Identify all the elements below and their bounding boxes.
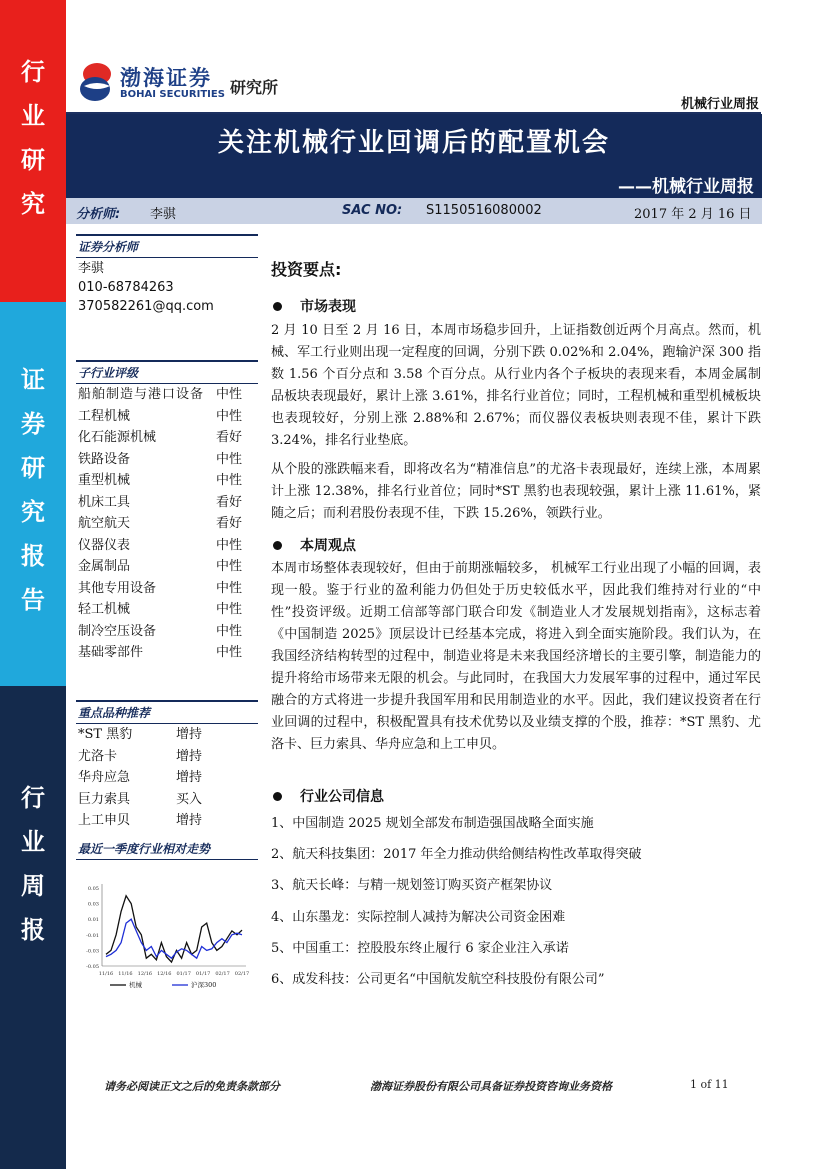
rating-row xyxy=(76,556,258,578)
rating-row xyxy=(76,513,258,535)
recommendation-row xyxy=(76,746,258,768)
sidebar-label-industry-research: 行 业 研 究 xyxy=(21,58,45,218)
recommendations-list xyxy=(76,724,258,832)
x-tick-label: 12/16 xyxy=(157,971,172,977)
news-item: 1、中国制造 2025 规划全部发布制造强国战略全面实施 xyxy=(271,816,594,831)
analyst-box xyxy=(76,234,258,317)
news-item: 2、航天科技集团：2017 年全力推动供给侧结构性改革取得突破 xyxy=(271,847,642,863)
view-paragraph: 本周市场整体表现较好，但由于前期涨幅较多， 机械军工行业出现了小幅的回调，表现一般。鉴于行业的盈利能力仍但处于历史较低水平，因此我们维持对行业的“中性”投资评级。近期工信部等部门联合印发《制造业人才发展规划指南》，这标志着《中国制造 2025》顶层设计已经基本完成，将进入到全面实施阶段。我们认为，在我国经济结构转型的过程中，制造业将是未来我国经济增长的主要引擎，制造能力的提升将给市场带来无限的机会。与此同时，在我国大力发展军事的过程中，通过军民融合的方式将进一步提升我国军用和民用制造业的水平。因此，我们建议投资者在行业回调的过程中，积极配置具有技术优势以及业绩支撑的个股，推荐：*ST 黑豹、尤洛卡、巨力索具、华舟应急和上工申贝。 xyxy=(271,561,761,752)
rating-industry-name: 船舶制造与港口设备 xyxy=(78,387,205,402)
rating-industry-name: 工程机械 xyxy=(78,408,131,424)
recommended-stock: *ST 黑豹 xyxy=(78,727,133,742)
recommendation-rating: 增持 xyxy=(176,727,203,742)
y-tick-label: 0.03 xyxy=(87,901,99,908)
trend-chart xyxy=(76,872,256,1002)
inv-heading xyxy=(271,257,761,280)
page-title: 关注机械行业回调后的配置机会 xyxy=(217,128,610,158)
rating-value: 看好 xyxy=(216,494,243,510)
recommended-stock: 尤洛卡 xyxy=(78,748,118,764)
rating-industry-name: 其他专用设备 xyxy=(78,580,157,596)
legend-label: 机械 xyxy=(129,981,142,989)
analyst-label: 分析师: xyxy=(76,207,121,222)
x-tick-label: 01/17 xyxy=(195,971,211,977)
analyst-box-heading: 证券分析师 xyxy=(76,234,258,258)
rating-industry-name: 机床工具 xyxy=(78,494,131,510)
recommended-stock: 上工申贝 xyxy=(78,813,131,828)
recommended-stock: 华舟应急 xyxy=(78,770,131,785)
rating-row xyxy=(76,621,258,643)
rating-row xyxy=(76,642,258,664)
bullet-icon xyxy=(273,792,282,801)
news-item: 3、航天长峰：与精一规划签订购买资产框架协议 xyxy=(271,878,553,894)
market-paragraph-1: 2 月 10 日至 2 月 16 日，本周市场稳步回升，上证指数创近两个月高点。然而，机械、军工行业则出现一定程度的回调，分别下跌 0.02%和 2.04%，跑输沪深 300 指数 1.56 个百分点和 3.58 个百分点。从行业内各个子板块的表现来看，本周金属制品板块表现最好，累计上涨 3.61%，排名行业首位；同时，工程机械和重型机械板块也表现较好，分别上涨 2.88%和 2.67%；而仪器仪表板块则表现不佳，累计下跌 3.24%，排名行业垫底。 xyxy=(271,323,761,448)
y-tick-label: 0.05 xyxy=(87,886,99,892)
rating-value: 中性 xyxy=(216,623,243,639)
rating-value: 中性 xyxy=(216,537,243,553)
legend-label: 沪深300 xyxy=(191,981,217,989)
rating-row xyxy=(76,578,258,600)
sidebar-research-type xyxy=(0,0,66,302)
recommendation-row xyxy=(76,767,258,789)
section-view xyxy=(271,535,761,555)
news-item: 5、中国重工：控股股东终止履行 6 家企业注入承诺 xyxy=(271,940,569,956)
section-news-title xyxy=(271,786,761,806)
recommendations-heading: 重点品种推荐 xyxy=(76,700,258,724)
sidebar-label-weekly: 行 业 周 报 xyxy=(21,784,45,944)
info-bar xyxy=(66,198,762,224)
footer-disclaimer: 请务必阅读正文之后的免责条款部分 xyxy=(104,1080,280,1093)
bullet-icon xyxy=(273,541,282,550)
sidebar-label-securities-report: 证 券 研 究 报 告 xyxy=(21,366,45,614)
rating-row xyxy=(76,599,258,621)
page-subtitle: ——机械行业周报 xyxy=(618,177,754,197)
rating-value: 中性 xyxy=(216,602,243,617)
news-item: 4、山东墨龙：实际控制人减持为解决公司资金困难 xyxy=(271,909,566,925)
sidebar-report-freq xyxy=(0,686,66,1169)
logo-chinese-name: 渤海证券 xyxy=(120,66,212,90)
rating-industry-name: 制冷空压设备 xyxy=(78,623,157,639)
title-band xyxy=(66,114,762,198)
ratings-list xyxy=(76,384,258,664)
section-news xyxy=(271,786,761,806)
trend-chart-svg xyxy=(76,872,256,1002)
recommendation-row xyxy=(76,724,258,746)
trend-chart-section xyxy=(76,838,258,860)
rating-value: 中性 xyxy=(216,645,243,660)
rating-row xyxy=(76,427,258,449)
series-line-csi300 xyxy=(106,919,242,958)
rating-row xyxy=(76,492,258,514)
analyst-name: 李骐 xyxy=(150,207,177,222)
recommendation-rating: 增持 xyxy=(176,748,203,764)
section-market xyxy=(271,296,761,316)
series-line-machinery xyxy=(106,896,242,962)
x-tick-label: 02/17 xyxy=(215,971,230,977)
rating-row xyxy=(76,406,258,428)
rating-value: 看好 xyxy=(216,516,243,531)
analyst-email[interactable]: 370582261@qq.com xyxy=(78,299,214,314)
rating-row xyxy=(76,470,258,492)
doc-type: 机械行业周报 xyxy=(680,97,759,112)
chart-heading: 最近一季度行业相对走势 xyxy=(76,838,258,860)
bohai-logo-icon xyxy=(80,60,114,104)
news-item: 6、成发科技：公司更名“中国航发航空科技股份有限公司” xyxy=(271,972,605,987)
rating-industry-name: 铁路设备 xyxy=(78,451,131,467)
recommendation-row xyxy=(76,810,258,832)
key-recommendations xyxy=(76,700,258,832)
recommendation-rating: 增持 xyxy=(176,770,203,785)
rating-industry-name: 化石能源机械 xyxy=(78,430,157,445)
y-tick-label: 0.01 xyxy=(87,917,99,924)
company-logo xyxy=(80,60,300,106)
recommendation-rating: 增持 xyxy=(176,813,203,828)
sub-industry-ratings xyxy=(76,360,258,664)
section-news-title-text: 行业公司信息 xyxy=(300,789,384,805)
rating-value: 中性 xyxy=(216,387,243,402)
sac-label: SAC NO: xyxy=(342,203,403,218)
x-tick-label: 11/16 xyxy=(98,971,114,977)
bullet-icon xyxy=(273,302,282,311)
rating-value: 中性 xyxy=(216,580,243,596)
analyst-phone: 010-68784263 xyxy=(78,280,174,295)
section-market-title xyxy=(271,296,761,316)
rating-industry-name: 轻工机械 xyxy=(78,602,131,617)
sac-number: S1150516080002 xyxy=(426,203,542,218)
rating-industry-name: 金属制品 xyxy=(78,559,131,574)
footer-qualification: 渤海证券股份有限公司具备证券投资咨询业务资格 xyxy=(370,1080,612,1093)
section-view-title-text: 本周观点 xyxy=(300,538,356,554)
rating-industry-name: 航空航天 xyxy=(78,516,131,531)
recommendation-row xyxy=(76,789,258,811)
section-view-title xyxy=(271,535,761,555)
x-tick-label: 11/16 xyxy=(118,971,133,977)
market-paragraph-2: 从个股的涨跌幅来看，即将改名为“精准信息”的尤洛卡表现最好，连续上涨，本周累计上涨 12.38%，排名行业首位；同时*ST 黑豹也表现较强，累计上涨 11.61%，紧随之后；而利君股份表现不佳，下跌 15.26%，领跌行业。 xyxy=(271,462,761,521)
rating-industry-name: 重型机械 xyxy=(78,473,131,488)
x-tick-label: 02/17 xyxy=(234,971,250,977)
rating-row xyxy=(76,535,258,557)
recommended-stock: 巨力索具 xyxy=(78,791,131,807)
rating-value: 中性 xyxy=(216,451,243,467)
x-tick-label: 01/17 xyxy=(176,971,191,977)
rating-industry-name: 基础零部件 xyxy=(78,645,144,660)
sidebar-report-type xyxy=(0,302,66,686)
rating-value: 中性 xyxy=(216,559,243,574)
y-tick-label: -0.05 xyxy=(86,964,99,970)
logo-english-name: BOHAI SECURITIES xyxy=(120,89,225,100)
rating-value: 看好 xyxy=(216,430,243,445)
page-number: 1 of 11 xyxy=(690,1078,729,1091)
news-list xyxy=(271,815,761,985)
rating-row xyxy=(76,384,258,406)
analyst-box-name: 李骐 xyxy=(78,261,105,276)
rating-industry-name: 仪器仪表 xyxy=(78,537,131,553)
section-market-title-text: 市场表现 xyxy=(300,299,356,315)
report-date: 2017 年 2 月 16 日 xyxy=(634,207,752,222)
investment-highlights-heading: 投资要点: xyxy=(271,260,342,279)
rating-value: 中性 xyxy=(216,473,243,488)
institute-name: 研究所 xyxy=(230,78,279,97)
rating-row xyxy=(76,449,258,471)
y-tick-label: -0.01 xyxy=(86,932,99,939)
analyst-contact xyxy=(76,258,258,317)
x-tick-label: 12/16 xyxy=(137,971,153,977)
ratings-heading: 子行业评级 xyxy=(76,360,258,384)
recommendation-rating: 买入 xyxy=(176,791,203,807)
y-tick-label: -0.03 xyxy=(86,948,99,955)
rating-value: 中性 xyxy=(216,408,243,424)
